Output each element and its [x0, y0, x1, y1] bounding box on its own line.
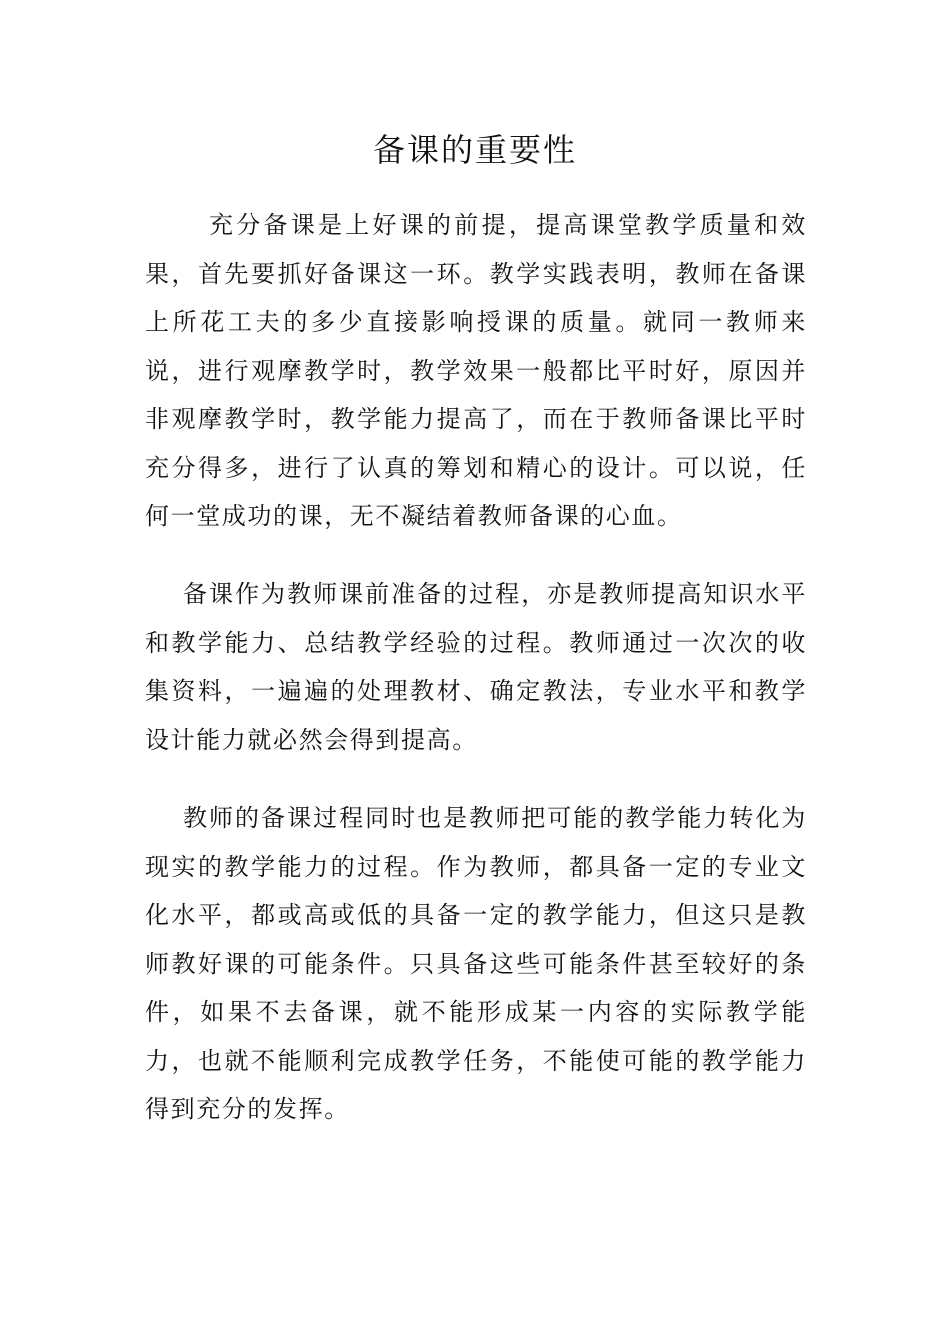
paragraph-1: 充分备课是上好课的前提，提高课堂教学质量和效果，首先要抓好备课这一环。教学实践表明，教师在备课上所花工夫的多少直接影响授课的质量。就同一教师来说，进行观摩教学时，教学效果一般都比平时好，原因并非观摩教学时，教学能力提高了，而在于教师备课比平时充分得多，进行了认真的筹划和精心的设计。可以说，任何一堂成功的课，无不凝结着教师备课的心血。 [145, 211, 807, 530]
paragraph-2: 备课作为教师课前准备的过程，亦是教师提高知识水平和教学能力、总结教学经验的过程。教师通过一次次的收集资料，一遍遍的处理教材、确定教法，专业水平和教学设计能力就必然会得到提高。 [145, 580, 807, 754]
document-title: 备课的重要性 [372, 131, 577, 169]
paragraph-3: 教师的备课过程同时也是教师把可能的教学能力转化为现实的教学能力的过程。作为教师，都具备一定的专业文化水平，都或高或低的具备一定的教学能力，但这只是教师教好课的可能条件。只具备这些可能条件甚至较好的条件，如果不去备课，就不能形成某一内容的实际教学能力，也就不能顺利完成教学任务，不能使可能的教学能力得到充分的发挥。 [145, 804, 807, 1123]
